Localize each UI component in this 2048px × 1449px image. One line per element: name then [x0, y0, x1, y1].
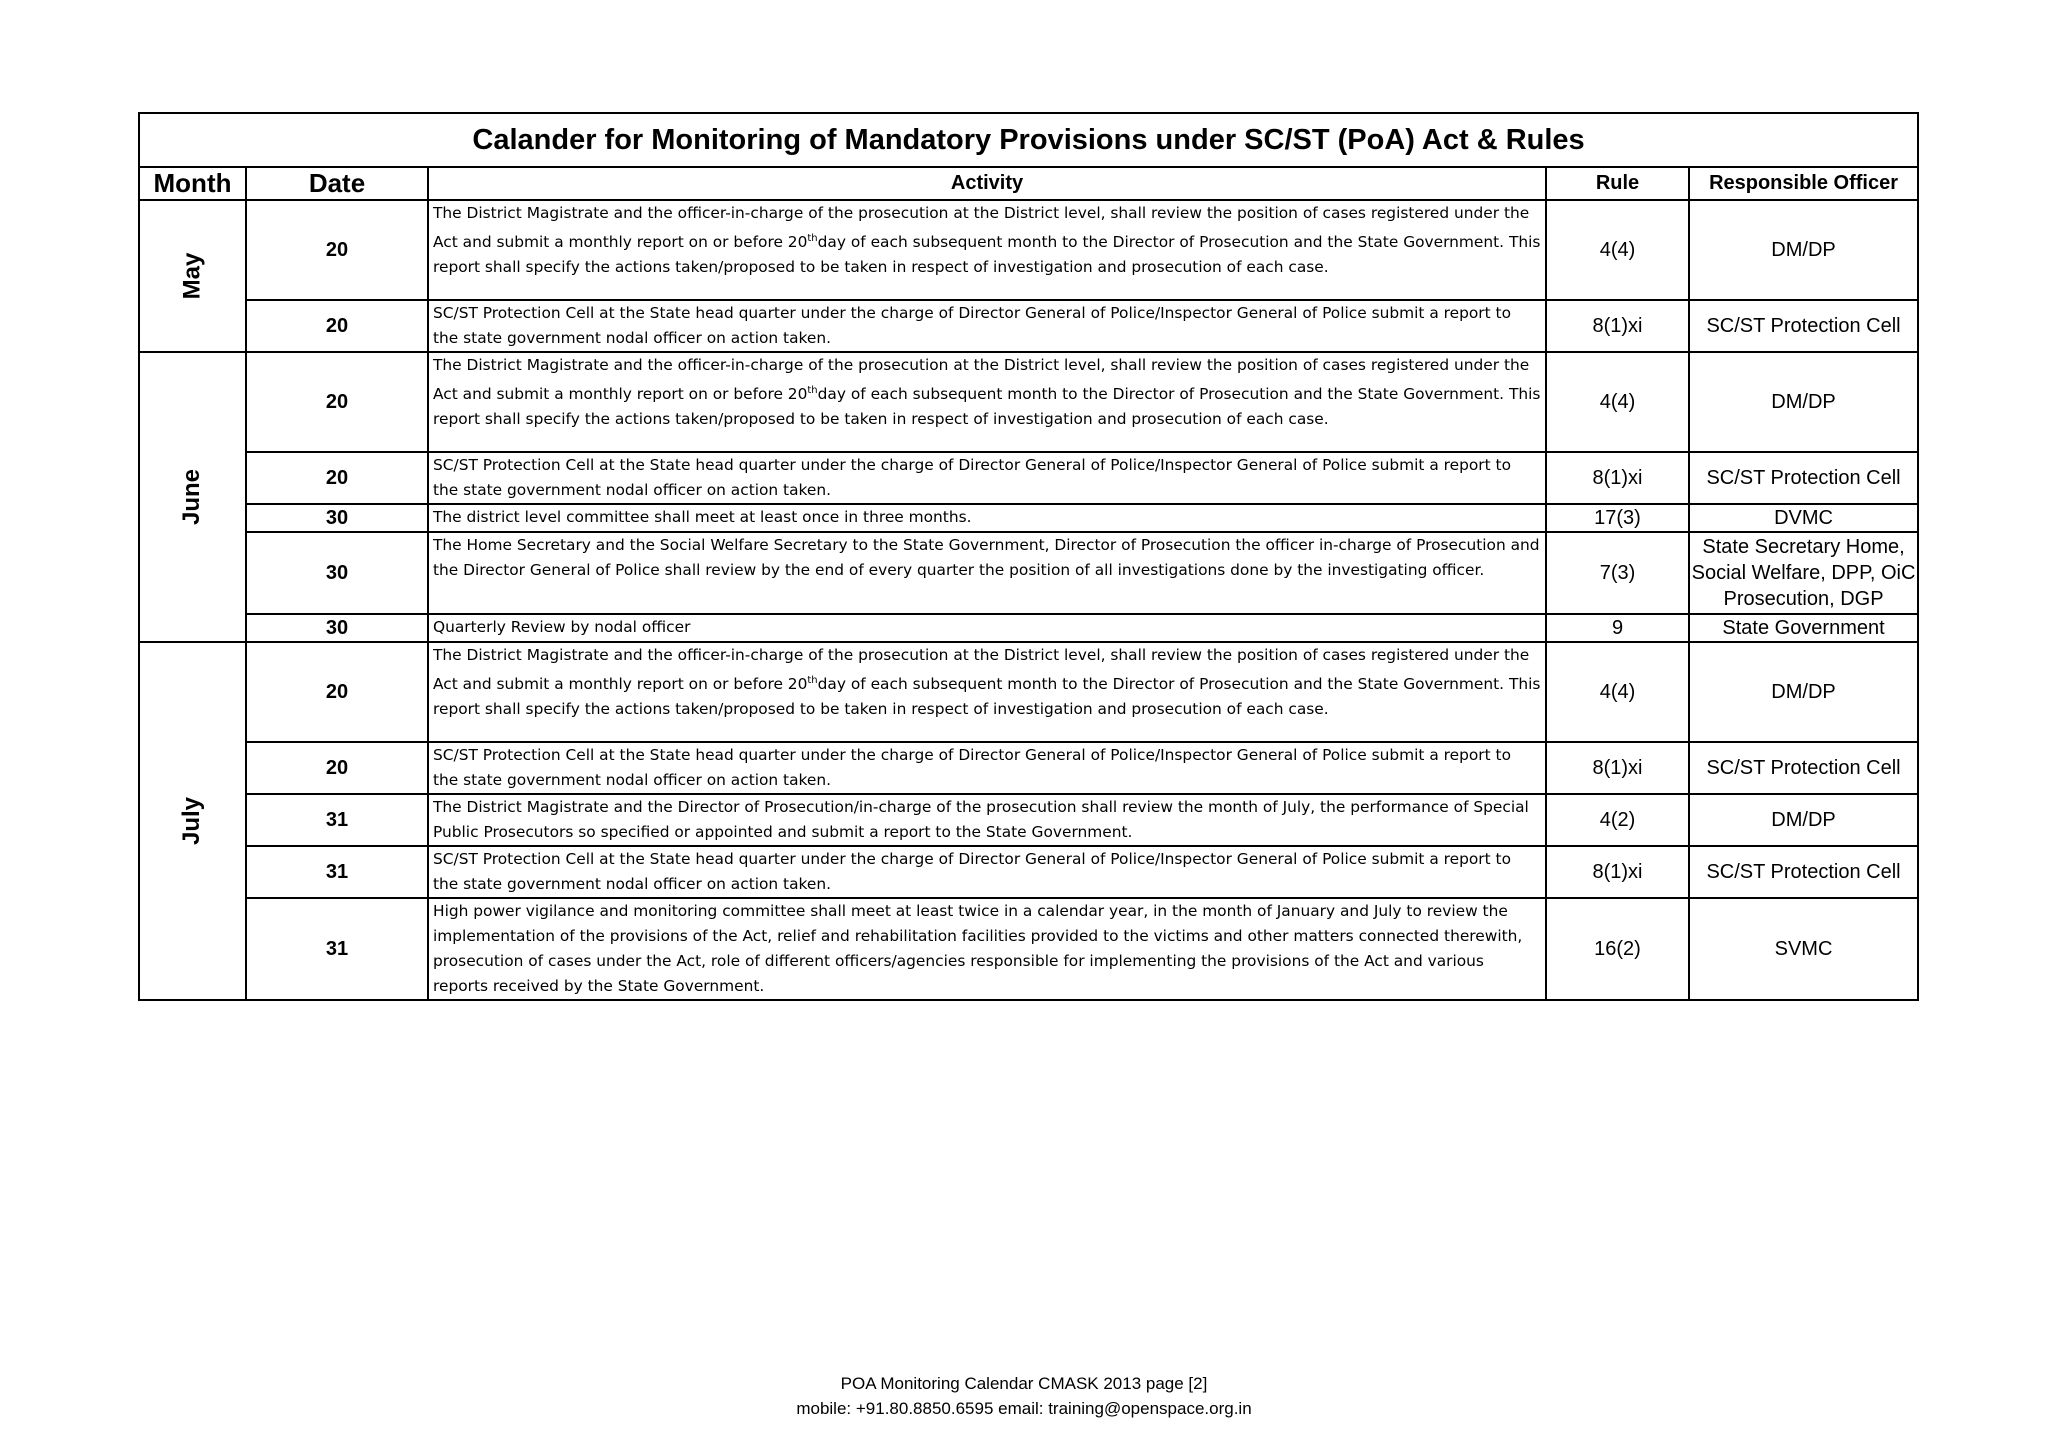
activity-text: High power vigilance and monitoring committee shall meet at least twice in a calendar year, in the month of January and July to review the implementation of the provisions of the Act, relief and rehabilitation facilities provided to the victims and other matters connected therewith, prosecution of cases under the Act, role of different officers/agencies responsible for implementing the provisions of the Act and various reports received by the State Government.: [433, 902, 1523, 995]
activity-text: Quarterly Review by nodal officer: [433, 618, 691, 636]
date-cell: 20: [246, 200, 428, 300]
activity-cell: [428, 452, 1546, 504]
activity-cell: [428, 532, 1546, 614]
responsible-officer-cell: DM/DP: [1689, 794, 1918, 846]
responsible-officer-cell: State Secretary Home, Social Welfare, DPP, OiC Prosecution, DGP: [1689, 532, 1918, 614]
table-row: [139, 452, 1918, 504]
header-row: [139, 167, 1918, 200]
activity-cell: [428, 352, 1546, 452]
date-cell: 20: [246, 642, 428, 742]
footer-line-1: POA Monitoring Calendar CMASK 2013 page [2]: [840, 1374, 1208, 1393]
activity-text: SC/ST Protection Cell at the State head quarter under the charge of Director General of Police/Inspector General of Police submit a report to the state government nodal officer on action taken.: [433, 456, 1512, 499]
table-row: [139, 846, 1918, 898]
header-activity: Activity: [428, 167, 1546, 200]
activity-text: The District Magistrate and the officer-in-charge of the prosecution at the District level, shall review the position of cases registered under the Act and submit a monthly report on or before 20: [433, 204, 1530, 252]
date-cell: 20: [246, 300, 428, 352]
activity-text: The District Magistrate and the Director of Prosecution/in-charge of the prosecution shall review the month of July, the performance of Special Public Prosecutors so specified or appointed and submit a report to the State Government.: [433, 798, 1529, 841]
activity-cell: [428, 742, 1546, 794]
page-footer: [0, 1371, 2048, 1421]
rule-cell: 7(3): [1546, 532, 1689, 614]
month-cell: [139, 200, 246, 352]
table-row: [139, 300, 1918, 352]
activity-text: SC/ST Protection Cell at the State head quarter under the charge of Director General of Police/Inspector General of Police submit a report to the state government nodal officer on action taken.: [433, 850, 1512, 893]
rule-cell: 4(4): [1546, 352, 1689, 452]
responsible-officer-cell: SC/ST Protection Cell: [1689, 846, 1918, 898]
rule-cell: 4(4): [1546, 200, 1689, 300]
page-title: Calander for Monitoring of Mandatory Provisions under SC/ST (PoA) Act & Rules: [139, 113, 1918, 167]
month-cell: [139, 642, 246, 1000]
responsible-officer-cell: DM/DP: [1689, 200, 1918, 300]
date-cell: 20: [246, 352, 428, 452]
responsible-officer-cell: SC/ST Protection Cell: [1689, 742, 1918, 794]
date-cell: 20: [246, 742, 428, 794]
responsible-officer-cell: SC/ST Protection Cell: [1689, 452, 1918, 504]
date-cell: 30: [246, 504, 428, 532]
activity-cell: [428, 200, 1546, 300]
activity-cell: [428, 642, 1546, 742]
activity-cell: [428, 794, 1546, 846]
date-cell: 31: [246, 794, 428, 846]
activity-cell: [428, 614, 1546, 642]
rule-cell: 8(1)xi: [1546, 742, 1689, 794]
rule-cell: 8(1)xi: [1546, 300, 1689, 352]
responsible-officer-cell: SVMC: [1689, 898, 1918, 1000]
activity-text: The District Magistrate and the officer-in-charge of the prosecution at the District level, shall review the position of cases registered under the Act and submit a monthly report on or before 20: [433, 356, 1530, 404]
monitoring-calendar-table: [138, 112, 1919, 1001]
header-date: Date: [246, 167, 428, 200]
table-row: [139, 352, 1918, 452]
activity-text-cont: day of each subsequent month to the Director of Prosecution and the State Government. This report shall specify the actions taken/proposed to be taken in respect of investigation and prosecution of each case.: [433, 675, 1541, 719]
table-row: [139, 532, 1918, 614]
activity-text: SC/ST Protection Cell at the State head quarter under the charge of Director General of Police/Inspector General of Police submit a report to the state government nodal officer on action taken.: [433, 304, 1512, 347]
activity-superscript: th: [807, 385, 818, 396]
date-cell: 30: [246, 532, 428, 614]
month-label: May: [178, 252, 206, 300]
activity-text-cont: day of each subsequent month to the Director of Prosecution and the State Government. This report shall specify the actions taken/proposed to be taken in respect of investigation and prosecution of each case.: [433, 385, 1541, 429]
table-row: [139, 742, 1918, 794]
rule-cell: 16(2): [1546, 898, 1689, 1000]
rule-cell: 17(3): [1546, 504, 1689, 532]
activity-superscript: th: [807, 233, 818, 244]
table-row: [139, 642, 1918, 742]
table-row: [139, 504, 1918, 532]
responsible-officer-cell: DVMC: [1689, 504, 1918, 532]
table-row: [139, 794, 1918, 846]
activity-superscript: th: [807, 675, 818, 686]
rule-cell: 9: [1546, 614, 1689, 642]
activity-cell: [428, 846, 1546, 898]
responsible-officer-cell: SC/ST Protection Cell: [1689, 300, 1918, 352]
activity-cell: [428, 898, 1546, 1000]
calendar-body: [139, 200, 1918, 1000]
date-cell: 31: [246, 846, 428, 898]
responsible-officer-cell: State Government: [1689, 614, 1918, 642]
rule-cell: 8(1)xi: [1546, 452, 1689, 504]
table-row: [139, 898, 1918, 1000]
month-label: June: [178, 468, 206, 526]
header-responsible-officer: Responsible Officer: [1689, 167, 1918, 200]
title-row: [139, 113, 1918, 167]
activity-text: SC/ST Protection Cell at the State head quarter under the charge of Director General of Police/Inspector General of Police submit a report to the state government nodal officer on action taken.: [433, 746, 1512, 789]
activity-text-cont: day of each subsequent month to the Director of Prosecution and the State Government. This report shall specify the actions taken/proposed to be taken in respect of investigation and prosecution of each case.: [433, 233, 1541, 277]
month-label: July: [178, 796, 206, 846]
date-cell: 30: [246, 614, 428, 642]
responsible-officer-cell: DM/DP: [1689, 352, 1918, 452]
responsible-officer-cell: DM/DP: [1689, 642, 1918, 742]
activity-text: The District Magistrate and the officer-in-charge of the prosecution at the District level, shall review the position of cases registered under the Act and submit a monthly report on or before 20: [433, 646, 1530, 694]
rule-cell: 8(1)xi: [1546, 846, 1689, 898]
table-row: [139, 200, 1918, 300]
activity-text: The Home Secretary and the Social Welfare Secretary to the State Government, Director of Prosecution the officer in-charge of Prosecution and the Director General of Police shall review by the end of every quarter the position of all investigations done by the investigating officer.: [433, 536, 1540, 579]
rule-cell: 4(2): [1546, 794, 1689, 846]
table-row: [139, 614, 1918, 642]
month-cell: [139, 352, 246, 642]
header-month: Month: [139, 167, 246, 200]
activity-cell: [428, 300, 1546, 352]
header-rule: Rule: [1546, 167, 1689, 200]
activity-cell: [428, 504, 1546, 532]
date-cell: 20: [246, 452, 428, 504]
rule-cell: 4(4): [1546, 642, 1689, 742]
footer-line-2: mobile: +91.80.8850.6595 email: training@openspace.org.in: [796, 1399, 1252, 1418]
activity-text: The district level committee shall meet at least once in three months.: [433, 508, 972, 526]
date-cell: 31: [246, 898, 428, 1000]
